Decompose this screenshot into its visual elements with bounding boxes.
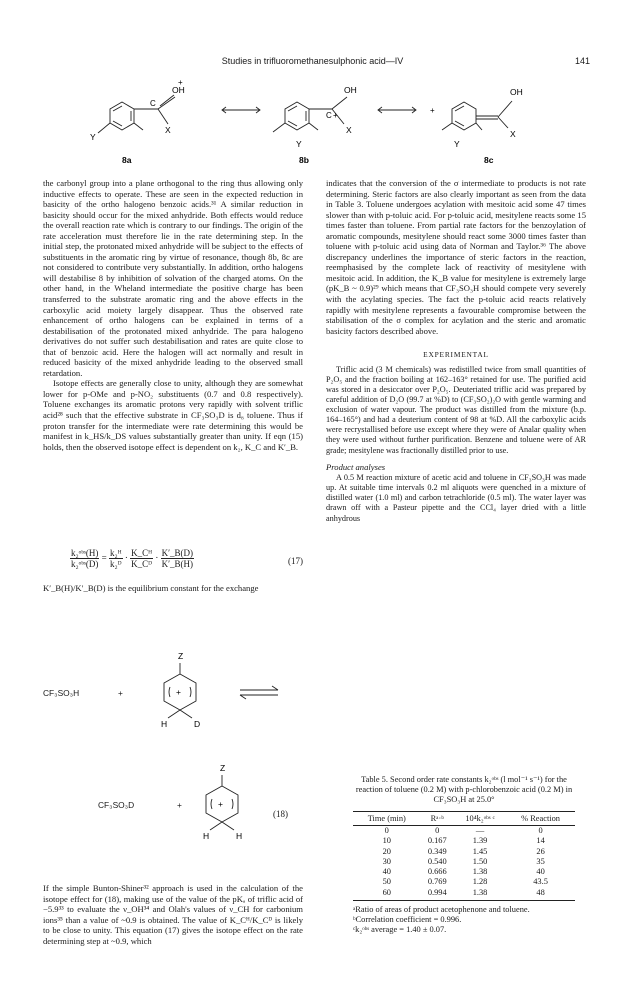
table-cell: — [475, 826, 485, 835]
label-8b: 8b [299, 155, 309, 165]
eq17-frac-3 [161, 548, 194, 569]
table-5 [353, 775, 575, 935]
resonance-arrow-2 [378, 107, 416, 113]
table-caption: Table 5. Second order rate constants k₂ᵒᵇˢ (l mol⁻¹ s⁻¹) for the reaction of toluene (0.2 M) with p-chlorobenzoic acid (0.2 M) in CF₃SO₃H at 25.0° [355, 775, 573, 804]
eq17-frac-1 [109, 548, 123, 569]
equilibrium-arrow [240, 686, 278, 699]
eq18-z-top: Z [178, 651, 184, 661]
table-row [353, 888, 575, 901]
table-cell: 1.28 [472, 877, 488, 887]
eq17-lhs [70, 548, 99, 569]
table-cell: 1.39 [472, 836, 488, 846]
structure-8c [442, 101, 512, 130]
eq17-f3-den: K′_B(H) [161, 559, 194, 569]
eq18-plus-2: + [177, 800, 182, 810]
table-note-b: ᵇCorrelation coefficient = 0.996. [353, 915, 462, 925]
right-paragraph-1: indicates that the conversion of the σ intermediate to products is not rate determining. Steric factors are also clearly important as seen from the data in Table 3. Toluene undergoes acylation with mesitoic acid some 47 times slower than with p-toluic acid. For p-toluic acid, mesitylene reacts some 15 times faster than toluene. From partial rate factors for the benzoylation of aromatic compounds, mesitylene should react some 3000 times faster than toluene with p-toluic acid using data of Norman and Taylor.³⁶ The above discrepancy underlines the importance of steric factors in the reaction, reemphasised by the complete lack of reactivity of mesitylene with mesitoic acid. In addition, the K_B value for mesitylene is extremely large (pK_B ~ 0.9)²⁹ which means that CF₃SO₃H should compete very severely with the acylating species. The fact the p-toluic acid reacts relatively rapidly with mesitylene represents a favourable compromise between the stabilisation of the σ complex for acylation and the steric and aromatic basicity factors described above. [326, 178, 586, 336]
eq17-dot-2: · [155, 552, 159, 563]
rate-constant-table [353, 811, 575, 901]
eq18-z-bottom: Z [220, 763, 226, 773]
plus-8c: + [430, 106, 435, 115]
eq18-plus-top: + [176, 687, 181, 697]
eq17-number: (17) [288, 556, 303, 566]
x-8b: X [346, 125, 352, 135]
table-row [353, 836, 575, 846]
left-column [43, 178, 303, 452]
table-cell: 40 [536, 867, 545, 877]
eq18-plus-bottom: + [218, 799, 223, 809]
table-cell: 50 [382, 877, 391, 887]
table-cell: 0.167 [427, 836, 447, 846]
eq17-frac-2 [130, 548, 153, 569]
left-bottom-paragraph: If the simple Bunton-Shiner³² approach is used in the calculation of the isotope effect for (18), making use of the value of the pKₐ of triflic acid of −5.9³³ to evaluate the ν_OH³⁴ and Olah's values of ν_CH for carbonium ions³⁵ than a value of ~0.9 is obtained. The value of K_Cᴴ/K_Cᴰ is likely to be close to unity. This equation (17) gives the isotope effect on the rate determining step at ~0.9, which [43, 883, 303, 946]
table-row [353, 857, 575, 867]
table-header-row [353, 812, 575, 826]
eq17-equals: = [101, 552, 107, 563]
y-8b: Y [296, 139, 302, 149]
oh-8c: OH [510, 87, 523, 97]
equation-17 [70, 548, 303, 578]
table-cell: 0 [435, 826, 440, 835]
table-cell: 35 [536, 856, 545, 866]
table-cell: 1.38 [454, 888, 506, 901]
oh-8b: OH [344, 85, 357, 95]
plus-8a: + [178, 78, 183, 87]
table-note-c: ᶜk₂ᵒᵇˢ average = 1.40 ± 0.07. [353, 925, 447, 935]
eq17-f2-den: K_Cᴰ [131, 559, 153, 569]
table-cell: 0.994 [421, 888, 454, 901]
eq18-cf3so3h: CF₃SO₃H [43, 688, 80, 698]
table-row [353, 847, 575, 857]
k-definition: K′_B(H)/K′_B(D) is the equilibrium constant for the exchange [43, 583, 259, 593]
eq17-f1-den: k₂ᴰ [110, 559, 122, 569]
table-cell: 60 [353, 888, 421, 901]
col-header-r: Rᵃ·ᵇ [421, 812, 454, 826]
table-cell: 0.349 [427, 846, 447, 856]
y-8c: Y [454, 139, 460, 149]
product-analyses-text: A 0.5 M reaction mixture of acetic acid and toluene in CF₃SO₃H was made up. At suitable time intervals 0.2 ml aliquots were quenched in a mixture of distilled water (1.0 ml) and carbon tetrachloride (0.5 ml). The water layer was drawn off with a Pasteur pipette and the CCl₄ layer dried with a little anhydrous [326, 473, 586, 523]
resonance-structures [0, 0, 625, 170]
table-row [353, 867, 575, 877]
table-cell: 43.5 [533, 877, 548, 887]
table-cell: 0.540 [427, 856, 447, 866]
table-cell: 14 [536, 836, 545, 846]
col-header-reaction: % Reaction [506, 812, 575, 826]
oh-8a: OH [172, 85, 185, 95]
eq18-h-top: H [161, 719, 168, 729]
eq18-h-bottom-left: H [203, 831, 210, 841]
table-row [353, 826, 575, 837]
table-note-a: ᵃRatio of areas of product acetophenone and toluene. [353, 905, 530, 915]
structure-8a [98, 95, 175, 133]
table-cell: 48 [506, 888, 575, 901]
eq18-h-bottom-right: H [236, 831, 243, 841]
table-notes [353, 905, 575, 935]
page-number: 141 [574, 56, 590, 66]
c-8b: C [326, 111, 332, 120]
table-row [353, 877, 575, 887]
y-8a: Y [90, 132, 96, 142]
eq17-dot-1: · [124, 552, 128, 563]
eq18-d-top: D [194, 719, 201, 729]
table-cell: 40 [382, 867, 391, 877]
x-8c: X [510, 129, 516, 139]
table-cell: 26 [536, 846, 545, 856]
plus-8b: + [333, 111, 338, 120]
label-8c: 8c [484, 155, 494, 165]
left-paragraph-2: Isotope effects are generally close to unity, although they are somewhat lower for p-OMe and p-NO₂ substituents (0.7 and 0.8 respectively). Toluene exchanges its aromatic protons very rapidly with solvent triflic acid²⁸ such that the effective substrate in CF₃SO₃D is d₈ toluene. Thus if proton transfer for the intermediate were rate determining this would be manifest in k_HS/k_DS values substantially greater than unity. If eqn (15) holds, then the observed isotope effect is dependent on k₂, K_C and K′_B. [43, 378, 303, 452]
table-cell: 20 [382, 846, 391, 856]
experimental-text: Triflic acid (3 M chemicals) was redistilled twice from small quantities of P₂O₅ and the fraction boiling at 162–163° retained for use. The purified acid was stored in a desiccator over P₂O₅. Deuteriated triflic acid was prepared by careful addition of D₂O (99.7 at %D) to (CF₃SO₂)₂O with gentle warming and exclusion of water vapour. The product was distilled from the mixture (b.p. 164–165°) and had a deuterium content of 98 at %D. All the carboxylic acids were recrystallised before use except where they were of Analar quality when they were used without further purification. Benzene and toluene were of AR grade; mesitylene was fractionally distilled prior to use. [326, 364, 586, 455]
table-cell: 1.45 [472, 846, 488, 856]
table-cell: 0 [538, 826, 543, 835]
x-8a: X [165, 125, 171, 135]
c-8a: C [150, 99, 156, 108]
eq17-f1-num: k₂ᴴ [110, 548, 122, 558]
eq17-lhs-num: k₂ᵒᵇˢ(H) [71, 548, 99, 558]
table-cell: 30 [382, 856, 391, 866]
eq17-lhs-den: k₂ᵒᵇˢ(D) [71, 559, 99, 569]
eq18-number: (18) [273, 809, 288, 819]
table-cell: 10 [382, 836, 391, 846]
table-cell: 1.50 [472, 856, 488, 866]
left-paragraph-1: the carbonyl group into a plane orthogonal to the ring thus allowing only inductive effects to operate. These are seen in the expected reduction in basicity of the ortho halogeno benzoic acids.³¹ A similar reduction in basicity should occur for the mixed anhydride. Both effects would reduce the overall reaction rate which is contrary to our findings. The origin of the rate acceleration must therefore lie in the rate determining step. In the initial step, the protonated mixed anhydride will be subject to the effects of substituents in the aromatic ring by virtue of resonance, though 8b, 8c are not considered to contribute very substantially. In addition, ortho halogens will destabilise 8 by inhibition of solvation of the charged atoms. On the other hand, in the Wheland intermediate the positive charge has been transferred to the substrate aromatic ring and the above effects in the carboxylic acid moiety largely disappear. Thus the observed rate enhancement of ortho halogens can be explained in terms of a destabilisation of the protonated mixed anhydride. The para halogeno derivatives do not suffer such destabilisation and rates are quite close to that of benzoic acid. Here the halogen will act normally and result in reduced basicity of the mixed anhydride leading to the observed small retardation. [43, 178, 303, 378]
table-cell: 0.769 [427, 877, 447, 887]
table-cell: 0.666 [427, 867, 447, 877]
right-column [326, 178, 586, 524]
label-8a: 8a [122, 155, 132, 165]
experimental-heading: EXPERIMENTAL [423, 350, 489, 360]
eq17-f2-num: K_Cᴴ [131, 548, 153, 558]
eq17-f3-num: K′_B(D) [161, 548, 194, 558]
table-cell: 0 [384, 826, 389, 835]
table-cell: 1.38 [472, 867, 488, 877]
product-analyses-heading: Product analyses [326, 461, 386, 472]
eq18-plus-1: + [118, 688, 123, 698]
running-title: Studies in trifluoromethanesulphonic acid—IV [221, 56, 404, 66]
col-header-time: Time (min) [353, 812, 421, 826]
eq18-cf3so3d: CF₃SO₃D [98, 800, 135, 810]
col-header-k2: 10⁴k₂ᵒᵇˢ ᶜ [454, 812, 506, 826]
resonance-arrow-1 [222, 107, 260, 113]
